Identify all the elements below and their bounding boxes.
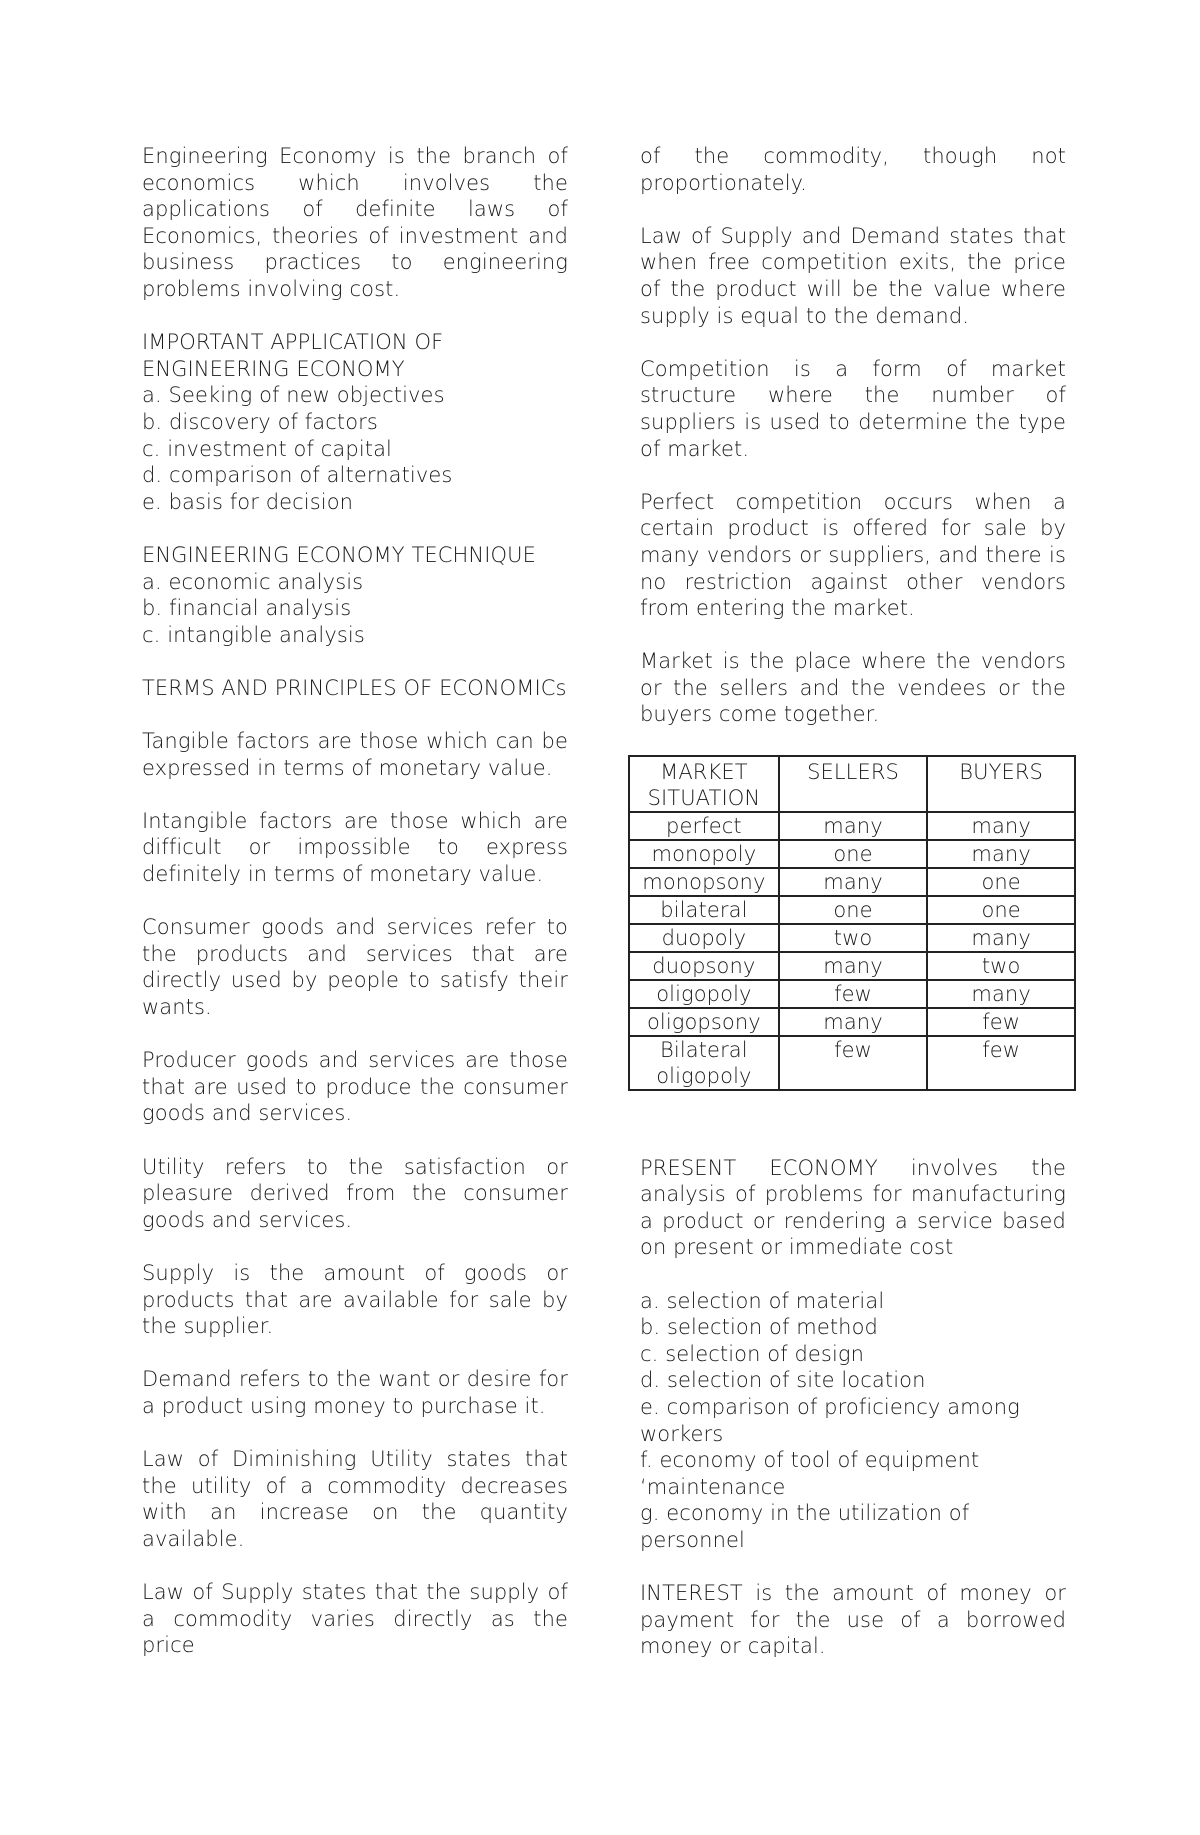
table-row	[629, 924, 1075, 952]
table-cell: monopsony	[629, 868, 779, 896]
table-cell: one	[927, 896, 1075, 924]
producer-goods-paragraph: Producer goods and services are those that are used to produce the consumer goods and services.	[142, 1048, 568, 1126]
present-economy-paragraph: PRESENT ECONOMY involves the analysis of problems for manufacturing a product or rendering a service based on present or immediate cost	[640, 1155, 1066, 1260]
table-row	[629, 952, 1075, 980]
table-cell: monopoly	[629, 840, 779, 868]
present-economy-item: f. economy of tool of equipment ‘maintenance	[640, 1448, 980, 1499]
table-header-row	[629, 756, 1075, 812]
application-item: d. comparison of alternatives	[142, 463, 453, 488]
present-economy-item: g. economy in the utilization of personnel	[640, 1501, 970, 1552]
technique-section	[142, 542, 568, 648]
tangible-paragraph: Tangible factors are those which can be expressed in terms of monetary value.	[142, 729, 568, 780]
table-cell: many	[779, 812, 928, 840]
technique-item: c. intangible analysis	[142, 622, 365, 647]
table-row	[629, 868, 1075, 896]
table-cell: perfect	[629, 812, 779, 840]
table-cell: few	[927, 1036, 1075, 1090]
table-cell: many	[779, 952, 928, 980]
present-economy-item: b. selection of method	[640, 1315, 878, 1340]
table-cell: many	[779, 868, 928, 896]
applications-heading: IMPORTANT APPLICATION OF ENGINEERING ECONOMY	[142, 330, 444, 381]
table-row	[629, 980, 1075, 1008]
present-economy-item: c. selection of design	[640, 1341, 865, 1366]
table-cell: many	[779, 1008, 928, 1036]
table-cell: few	[927, 1008, 1075, 1036]
table-row	[629, 896, 1075, 924]
market-paragraph: Market is the place where the vendors or the sellers and the vendees or the buyers come together.	[640, 649, 1066, 727]
table-cell: one	[779, 840, 928, 868]
present-economy-list	[640, 1288, 1066, 1554]
utility-paragraph: Utility refers to the satisfaction or pleasure derived from the consumer goods and services.	[142, 1154, 568, 1232]
technique-item: b. financial analysis	[142, 596, 352, 621]
competition-paragraph: Competition is a form of market structure where the number of suppliers is used to determine the type of market.	[640, 356, 1066, 461]
interest-paragraph: INTEREST is the amount of money or payment for the use of a borrowed money or capital.	[640, 1581, 1066, 1659]
table-cell: many	[927, 980, 1075, 1008]
table-cell: few	[779, 1036, 928, 1090]
present-economy-item: d. selection of site location	[640, 1368, 926, 1393]
table-cell: many	[927, 924, 1075, 952]
applications-section	[142, 329, 568, 515]
perfect-competition-paragraph: Perfect competition occurs when a certain product is offered for sale by many vendors or suppliers, and there is no restriction against other vendors from entering the market.	[640, 489, 1066, 621]
table-cell: two	[927, 952, 1075, 980]
terms-heading: TERMS AND PRINCIPLES OF ECONOMICs	[142, 675, 567, 700]
table-cell: two	[779, 924, 928, 952]
right-column	[640, 143, 1066, 1687]
law-of-supply-paragraph-end: of the commodity, though not proportionately.	[640, 144, 1066, 195]
table-row	[629, 1008, 1075, 1036]
table-cell: bilateral	[629, 896, 779, 924]
table-cell: Bilateral oligopoly	[629, 1036, 779, 1090]
table-cell: few	[779, 980, 928, 1008]
diminishing-utility-paragraph: Law of Diminishing Utility states that the utility of a commodity decreases with an increase on the quantity available.	[142, 1447, 568, 1551]
application-item: e. basis for decision	[142, 489, 354, 514]
table-spacer	[640, 1091, 1066, 1155]
table-header-cell: MARKET SITUATION	[629, 756, 779, 812]
table-row	[629, 812, 1075, 840]
market-situation-table	[628, 755, 1076, 1091]
intangible-paragraph: Intangible factors are those which are difficult or impossible to express definitely in terms of monetary value.	[142, 808, 568, 887]
left-column	[142, 143, 568, 1685]
table-cell: many	[927, 840, 1075, 868]
table-header-cell: BUYERS	[927, 756, 1075, 812]
present-economy-item: a. selection of material	[640, 1288, 885, 1313]
law-of-supply-paragraph-start: Law of Supply states that the supply of a commodity varies directly as the price	[142, 1580, 568, 1658]
intro-paragraph: Engineering Economy is the branch of economics which involves the applications of definite laws of Economics, theories of investment and business practices to engineering problems involving cost.	[142, 144, 568, 301]
table-cell: oligopsony	[629, 1008, 779, 1036]
table-header-cell: SELLERS	[779, 756, 928, 812]
present-economy-item: e. comparison of proficiency among workers	[640, 1395, 1020, 1446]
table-cell: one	[779, 896, 928, 924]
table-cell: duopoly	[629, 924, 779, 952]
consumer-goods-paragraph: Consumer goods and services refer to the products and services that are directly used by people to satisfy their wants.	[142, 915, 568, 1019]
technique-item: a. economic analysis	[142, 569, 364, 594]
table-cell: many	[927, 812, 1075, 840]
demand-paragraph: Demand refers to the want or desire for a product using money to purchase it.	[142, 1367, 568, 1418]
application-item: a. Seeking of new objectives	[142, 383, 445, 408]
application-item: b. discovery of factors	[142, 409, 378, 434]
table-row	[629, 840, 1075, 868]
application-item: c. investment of capital	[142, 436, 392, 461]
table-cell: oligopoly	[629, 980, 779, 1008]
supply-paragraph: Supply is the amount of goods or products that are available for sale by the supplier.	[142, 1260, 568, 1339]
technique-heading: ENGINEERING ECONOMY TECHNIQUE	[142, 542, 536, 567]
table-cell: duopsony	[629, 952, 779, 980]
table-row	[629, 1036, 1075, 1090]
table-cell: one	[927, 868, 1075, 896]
supply-demand-paragraph: Law of Supply and Demand states that when free competition exits, the price of the product will be the value where supply is equal to the demand.	[640, 223, 1066, 328]
